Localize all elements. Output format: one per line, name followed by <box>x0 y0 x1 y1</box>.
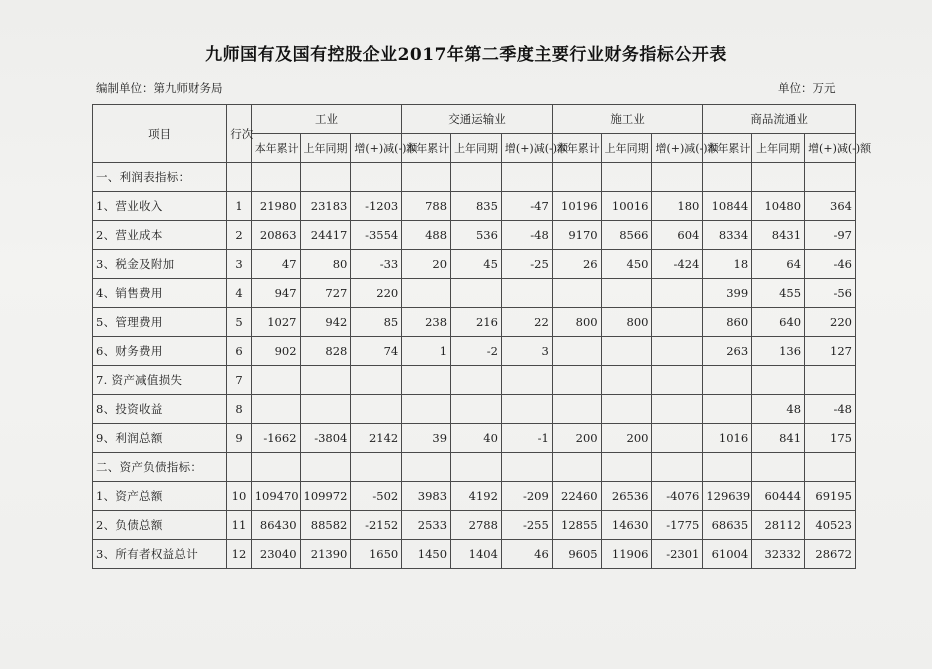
header-prior-period: 上年同期 <box>601 134 652 163</box>
table-row <box>93 540 856 569</box>
row-label: 9、利润总额 <box>93 424 227 453</box>
header-group: 工业 <box>251 105 402 134</box>
value-cell: 39 <box>402 424 451 453</box>
value-cell: -3804 <box>300 424 351 453</box>
value-cell <box>652 424 703 453</box>
header-current-ytd: 本年累计 <box>703 134 752 163</box>
value-cell: -2152 <box>351 511 402 540</box>
value-cell: 68635 <box>703 511 752 540</box>
value-cell: 23183 <box>300 192 351 221</box>
value-cell: 220 <box>805 308 856 337</box>
row-label: 2、营业成本 <box>93 221 227 250</box>
value-cell: 127 <box>805 337 856 366</box>
table-row <box>93 424 856 453</box>
value-cell: 22 <box>501 308 552 337</box>
table-row <box>93 366 856 395</box>
value-cell: 109972 <box>300 482 351 511</box>
header-current-ytd: 本年累计 <box>552 134 601 163</box>
value-cell: -56 <box>805 279 856 308</box>
value-cell: 1650 <box>351 540 402 569</box>
value-cell <box>601 395 652 424</box>
value-cell <box>451 395 502 424</box>
value-cell <box>652 366 703 395</box>
empty-cell <box>501 453 552 482</box>
row-label: 1、营业收入 <box>93 192 227 221</box>
value-cell: 220 <box>351 279 402 308</box>
value-cell: 136 <box>752 337 805 366</box>
empty-cell <box>805 163 856 192</box>
value-cell: 21390 <box>300 540 351 569</box>
value-cell: -33 <box>351 250 402 279</box>
empty-cell <box>552 453 601 482</box>
header-prior-period: 上年同期 <box>300 134 351 163</box>
empty-cell <box>451 453 502 482</box>
row-label: 7. 资产减值损失 <box>93 366 227 395</box>
value-cell: 28672 <box>805 540 856 569</box>
header-change: 增(+)减(-)额 <box>805 134 856 163</box>
value-cell: -3554 <box>351 221 402 250</box>
row-number: 11 <box>227 511 251 540</box>
value-cell: 47 <box>251 250 300 279</box>
value-cell <box>300 395 351 424</box>
value-cell <box>402 366 451 395</box>
row-label: 6、财务费用 <box>93 337 227 366</box>
value-cell: 488 <box>402 221 451 250</box>
value-cell <box>652 337 703 366</box>
currency-unit: 单位：万元 <box>778 81 836 95</box>
value-cell: 238 <box>402 308 451 337</box>
value-cell: 22460 <box>552 482 601 511</box>
value-cell <box>552 395 601 424</box>
value-cell <box>703 395 752 424</box>
value-cell: -25 <box>501 250 552 279</box>
page-title: 九师国有及国有控股企业2017年第二季度主要行业财务指标公开表 <box>205 45 727 65</box>
value-cell <box>805 366 856 395</box>
empty-cell <box>300 453 351 482</box>
value-cell: 800 <box>552 308 601 337</box>
row-number: 6 <box>227 337 251 366</box>
table-row <box>93 279 856 308</box>
header-current-ytd: 本年累计 <box>402 134 451 163</box>
value-cell: -255 <box>501 511 552 540</box>
value-cell: 200 <box>552 424 601 453</box>
table-row <box>93 482 856 511</box>
table-row <box>93 192 856 221</box>
value-cell <box>601 337 652 366</box>
value-cell: 9170 <box>552 221 601 250</box>
value-cell: 175 <box>805 424 856 453</box>
section-row <box>93 453 856 482</box>
value-cell <box>552 337 601 366</box>
row-number: 3 <box>227 250 251 279</box>
row-label: 1、资产总额 <box>93 482 227 511</box>
row-label: 2、负债总额 <box>93 511 227 540</box>
value-cell: -1 <box>501 424 552 453</box>
empty-cell <box>451 163 502 192</box>
value-cell: -1203 <box>351 192 402 221</box>
empty-cell <box>703 163 752 192</box>
value-cell: 1027 <box>251 308 300 337</box>
value-cell: 26536 <box>601 482 652 511</box>
value-cell: 947 <box>251 279 300 308</box>
empty-cell <box>752 163 805 192</box>
row-number: 4 <box>227 279 251 308</box>
empty-cell <box>703 453 752 482</box>
value-cell <box>501 395 552 424</box>
value-cell: 10016 <box>601 192 652 221</box>
value-cell <box>451 279 502 308</box>
value-cell: 828 <box>300 337 351 366</box>
value-cell: 85 <box>351 308 402 337</box>
empty-cell <box>601 163 652 192</box>
row-number: 2 <box>227 221 251 250</box>
section-label: 二、资产负债指标： <box>93 453 227 482</box>
compiling-unit: 编制单位：第九师财务局 <box>96 81 223 95</box>
value-cell <box>501 366 552 395</box>
row-label: 3、税金及附加 <box>93 250 227 279</box>
row-label: 4、销售费用 <box>93 279 227 308</box>
empty-cell <box>351 453 402 482</box>
value-cell <box>351 366 402 395</box>
empty-cell <box>227 453 251 482</box>
row-label: 3、所有者权益总计 <box>93 540 227 569</box>
value-cell: 40 <box>451 424 502 453</box>
header-group: 交通运输业 <box>402 105 553 134</box>
value-cell: 2533 <box>402 511 451 540</box>
value-cell: 86430 <box>251 511 300 540</box>
value-cell: -1775 <box>652 511 703 540</box>
value-cell <box>652 279 703 308</box>
row-number: 7 <box>227 366 251 395</box>
value-cell <box>300 366 351 395</box>
value-cell <box>251 395 300 424</box>
value-cell: -4076 <box>652 482 703 511</box>
value-cell: 399 <box>703 279 752 308</box>
value-cell: 61004 <box>703 540 752 569</box>
value-cell <box>402 279 451 308</box>
table-row <box>93 395 856 424</box>
value-cell <box>451 366 502 395</box>
value-cell: 263 <box>703 337 752 366</box>
value-cell: 48 <box>752 395 805 424</box>
value-cell: 18 <box>703 250 752 279</box>
value-cell <box>552 279 601 308</box>
value-cell: 1450 <box>402 540 451 569</box>
value-cell <box>652 308 703 337</box>
table-row <box>93 337 856 366</box>
value-cell: 14630 <box>601 511 652 540</box>
row-number: 5 <box>227 308 251 337</box>
value-cell: 46 <box>501 540 552 569</box>
value-cell: 26 <box>552 250 601 279</box>
empty-cell <box>552 163 601 192</box>
empty-cell <box>805 453 856 482</box>
value-cell <box>601 279 652 308</box>
value-cell: 74 <box>351 337 402 366</box>
header-row-no: 行次 <box>227 105 251 163</box>
value-cell <box>752 366 805 395</box>
value-cell: 835 <box>451 192 502 221</box>
value-cell: -424 <box>652 250 703 279</box>
value-cell: 800 <box>601 308 652 337</box>
value-cell <box>501 279 552 308</box>
empty-cell <box>601 453 652 482</box>
value-cell: 45 <box>451 250 502 279</box>
header-change: 增(+)减(-)额 <box>652 134 703 163</box>
value-cell: 9605 <box>552 540 601 569</box>
value-cell: 129639 <box>703 482 752 511</box>
value-cell: 2142 <box>351 424 402 453</box>
row-label: 5、管理费用 <box>93 308 227 337</box>
value-cell: 4192 <box>451 482 502 511</box>
row-number: 10 <box>227 482 251 511</box>
value-cell: 69195 <box>805 482 856 511</box>
empty-cell <box>652 453 703 482</box>
header-group-row <box>93 105 856 134</box>
table-row <box>93 221 856 250</box>
empty-cell <box>300 163 351 192</box>
value-cell: -46 <box>805 250 856 279</box>
value-cell: 88582 <box>300 511 351 540</box>
header-current-ytd: 本年累计 <box>251 134 300 163</box>
table-row <box>93 308 856 337</box>
header-prior-period: 上年同期 <box>752 134 805 163</box>
value-cell: 860 <box>703 308 752 337</box>
value-cell: 3 <box>501 337 552 366</box>
empty-cell <box>251 453 300 482</box>
value-cell: 10480 <box>752 192 805 221</box>
value-cell: 1016 <box>703 424 752 453</box>
empty-cell <box>227 163 251 192</box>
header-group: 商品流通业 <box>703 105 856 134</box>
value-cell: 8566 <box>601 221 652 250</box>
value-cell: 450 <box>601 250 652 279</box>
value-cell: 20 <box>402 250 451 279</box>
table-body <box>93 163 856 569</box>
value-cell: 10196 <box>552 192 601 221</box>
value-cell: 200 <box>601 424 652 453</box>
value-cell: 24417 <box>300 221 351 250</box>
empty-cell <box>652 163 703 192</box>
value-cell: 216 <box>451 308 502 337</box>
value-cell: 1404 <box>451 540 502 569</box>
header-prior-period: 上年同期 <box>451 134 502 163</box>
value-cell: 8431 <box>752 221 805 250</box>
header-group: 施工业 <box>552 105 703 134</box>
value-cell <box>652 395 703 424</box>
header-change: 增(+)减(-)额 <box>351 134 402 163</box>
section-row <box>93 163 856 192</box>
row-label: 8、投资收益 <box>93 395 227 424</box>
value-cell: -209 <box>501 482 552 511</box>
value-cell: -97 <box>805 221 856 250</box>
value-cell: -48 <box>805 395 856 424</box>
value-cell: 64 <box>752 250 805 279</box>
value-cell: 21980 <box>251 192 300 221</box>
row-number: 12 <box>227 540 251 569</box>
value-cell: -502 <box>351 482 402 511</box>
empty-cell <box>351 163 402 192</box>
value-cell: 536 <box>451 221 502 250</box>
value-cell <box>251 366 300 395</box>
empty-cell <box>251 163 300 192</box>
row-number: 8 <box>227 395 251 424</box>
header-change: 增(+)减(-)额 <box>501 134 552 163</box>
value-cell: -47 <box>501 192 552 221</box>
row-number: 9 <box>227 424 251 453</box>
value-cell <box>703 366 752 395</box>
value-cell: 80 <box>300 250 351 279</box>
value-cell: -1662 <box>251 424 300 453</box>
value-cell: -2301 <box>652 540 703 569</box>
value-cell: 902 <box>251 337 300 366</box>
value-cell: 23040 <box>251 540 300 569</box>
empty-cell <box>752 453 805 482</box>
value-cell: 40523 <box>805 511 856 540</box>
value-cell: 28112 <box>752 511 805 540</box>
value-cell: 3983 <box>402 482 451 511</box>
value-cell: 60444 <box>752 482 805 511</box>
value-cell: 8334 <box>703 221 752 250</box>
table-row <box>93 511 856 540</box>
empty-cell <box>501 163 552 192</box>
value-cell <box>351 395 402 424</box>
row-number: 1 <box>227 192 251 221</box>
empty-cell <box>402 163 451 192</box>
value-cell: -48 <box>501 221 552 250</box>
value-cell <box>552 366 601 395</box>
value-cell: 640 <box>752 308 805 337</box>
value-cell: 2788 <box>451 511 502 540</box>
financial-table <box>92 104 872 569</box>
empty-cell <box>402 453 451 482</box>
value-cell: 841 <box>752 424 805 453</box>
table-row <box>93 250 856 279</box>
value-cell: 12855 <box>552 511 601 540</box>
value-cell: 11906 <box>601 540 652 569</box>
value-cell: 788 <box>402 192 451 221</box>
value-cell <box>601 366 652 395</box>
header-item: 项目 <box>93 105 227 163</box>
value-cell: 10844 <box>703 192 752 221</box>
value-cell: 32332 <box>752 540 805 569</box>
value-cell <box>402 395 451 424</box>
value-cell: 942 <box>300 308 351 337</box>
section-label: 一、利润表指标： <box>93 163 227 192</box>
value-cell: -2 <box>451 337 502 366</box>
value-cell: 180 <box>652 192 703 221</box>
value-cell: 1 <box>402 337 451 366</box>
value-cell: 604 <box>652 221 703 250</box>
value-cell: 364 <box>805 192 856 221</box>
value-cell: 727 <box>300 279 351 308</box>
value-cell: 109470 <box>251 482 300 511</box>
value-cell: 20863 <box>251 221 300 250</box>
value-cell: 455 <box>752 279 805 308</box>
